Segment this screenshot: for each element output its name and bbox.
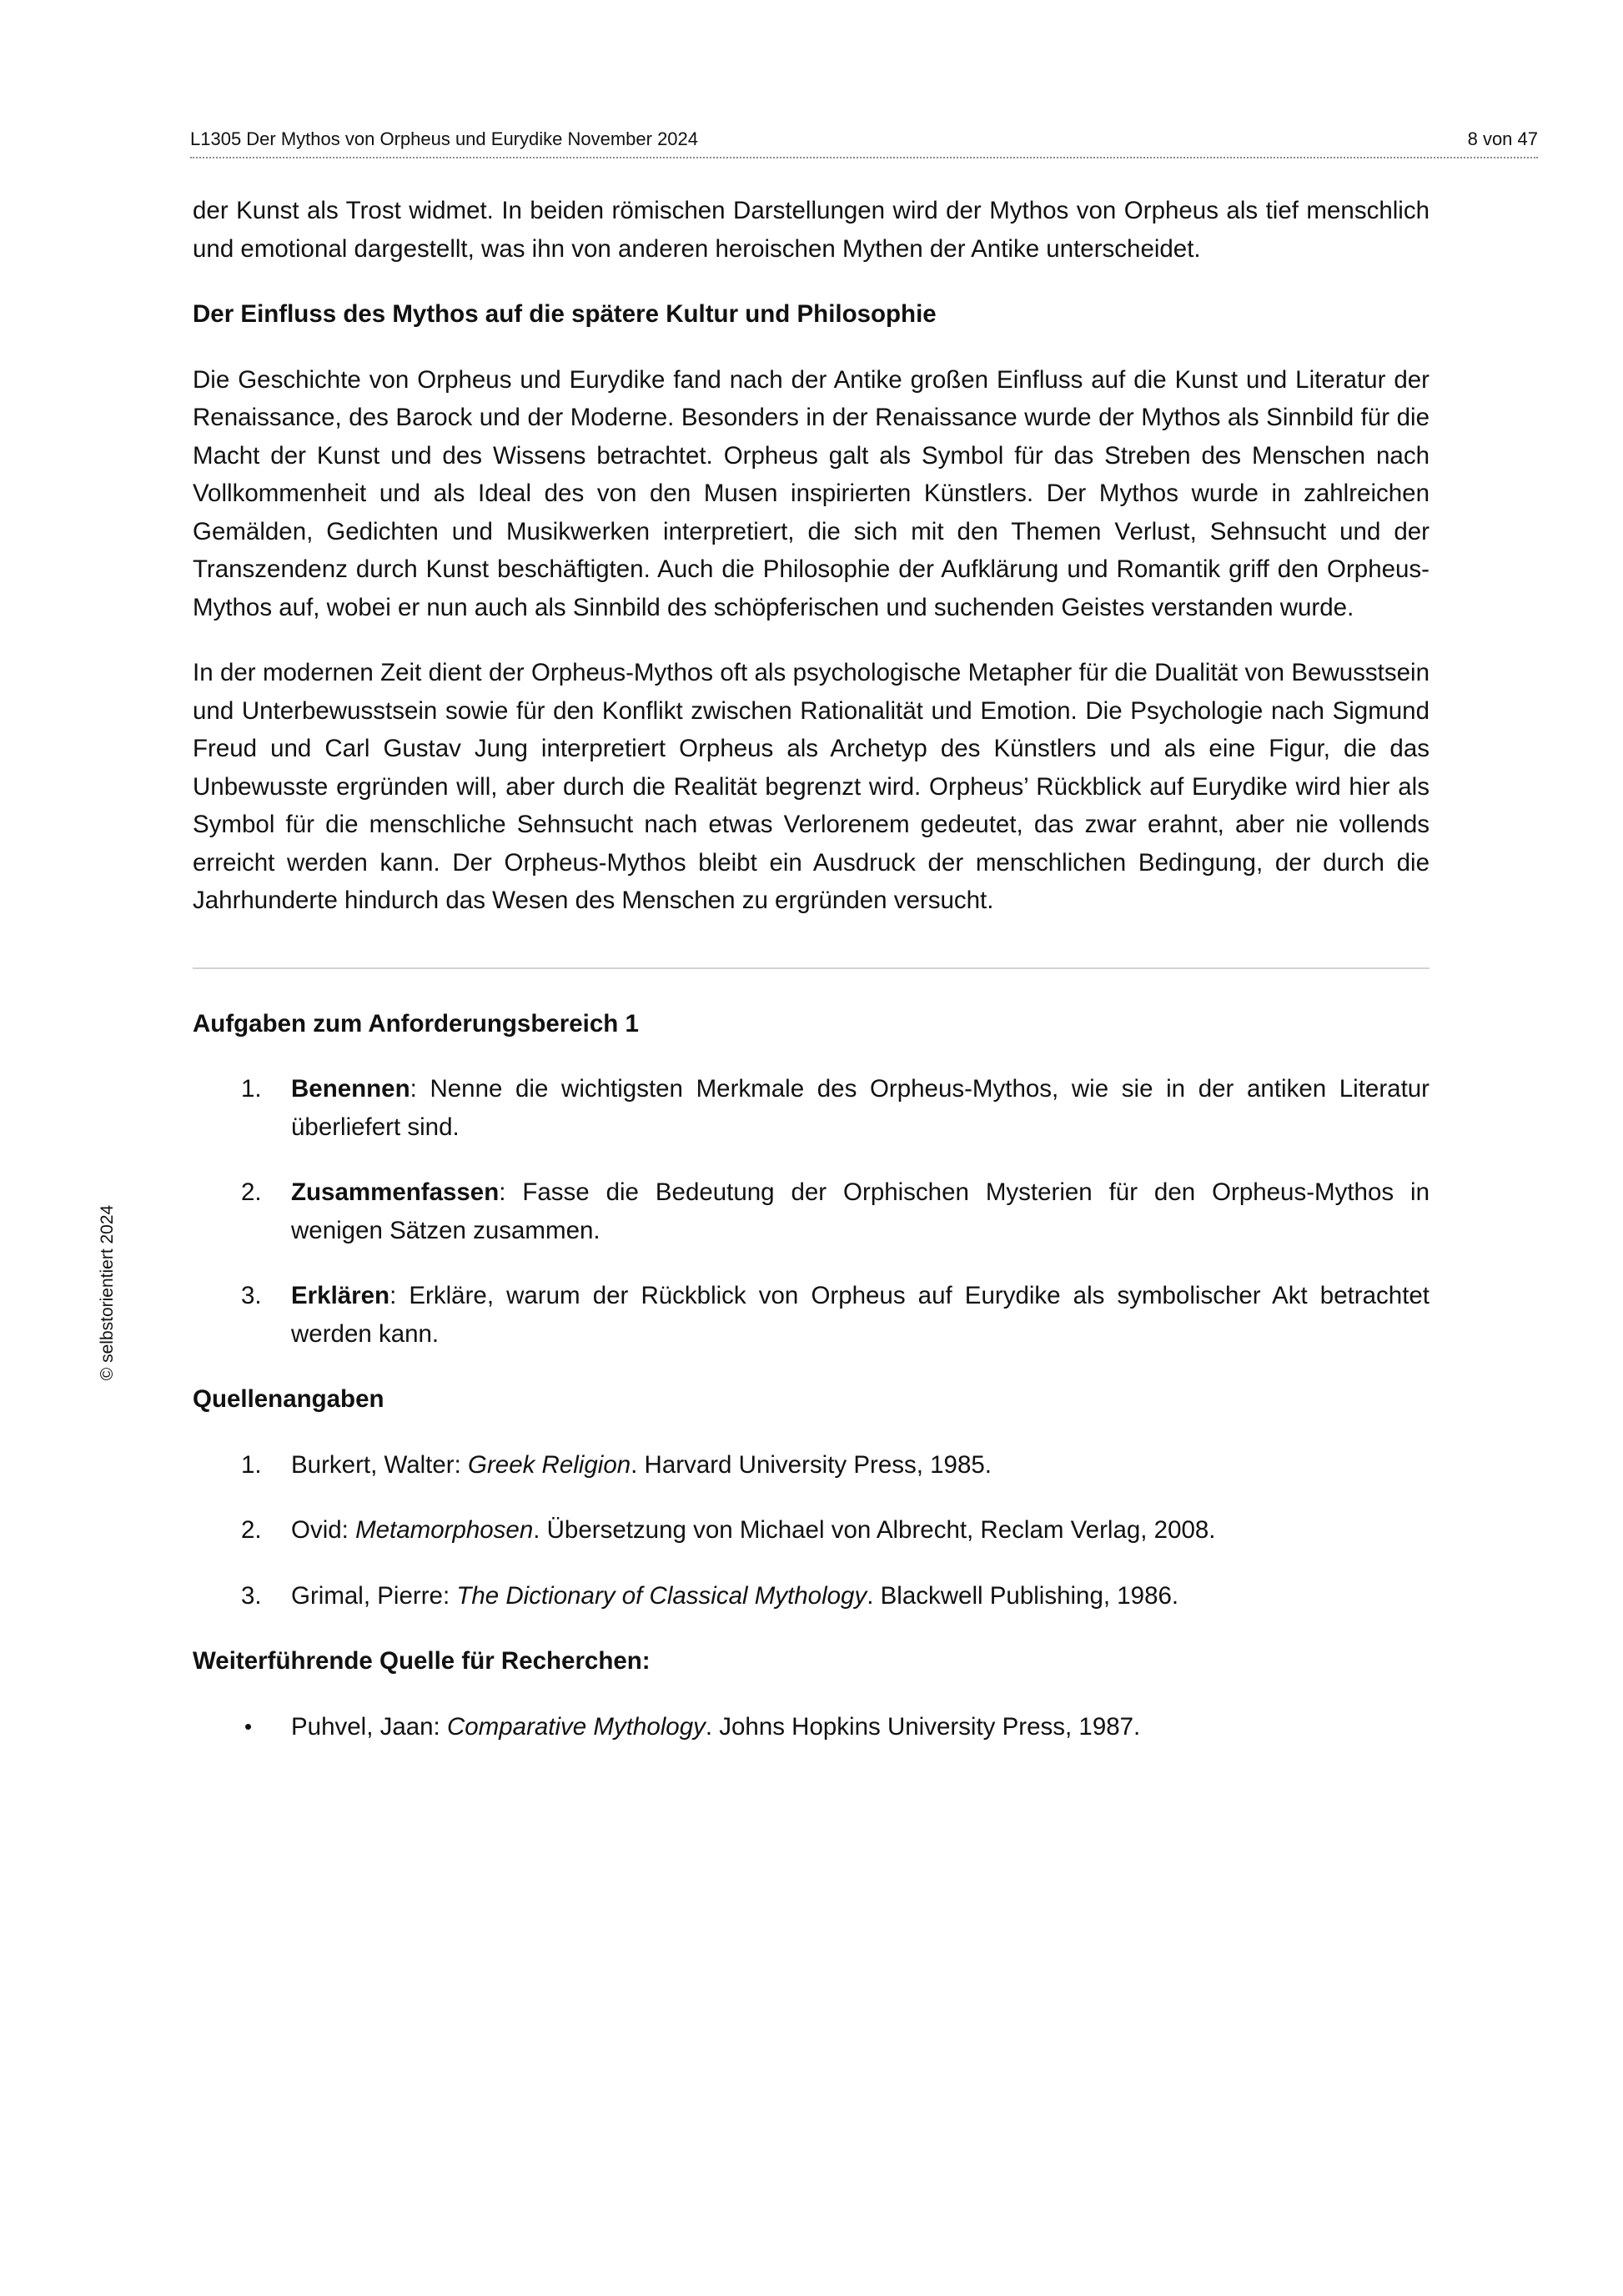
source-item xyxy=(193,1446,1430,1485)
task-text: : Fasse die Bedeutung der Orphischen Mysterien für den Orpheus-Mythos in wenigen Sätzen zusammen. xyxy=(291,1178,1430,1244)
sources-list xyxy=(193,1446,1430,1615)
task-number: 2. xyxy=(241,1178,262,1206)
page-header xyxy=(190,128,1538,158)
source-publisher: . Blackwell Publishing, 1986. xyxy=(867,1581,1179,1610)
source-author: Ovid: xyxy=(291,1516,356,1544)
section-heading: Der Einfluss des Mythos auf die spätere Kultur und Philosophie xyxy=(193,300,937,328)
task-text: : Erkläre, warum der Rückblick von Orpheus auf Eurydike als symbolischer Akt betrachtet werden kann. xyxy=(291,1282,1430,1348)
source-publisher: . Harvard University Press, 1985. xyxy=(631,1450,992,1479)
source-item xyxy=(193,1577,1430,1615)
further-reading-list xyxy=(193,1708,1430,1746)
task-term: Erklären xyxy=(291,1282,390,1309)
task-term: Benennen xyxy=(291,1075,410,1103)
task-item xyxy=(193,1277,1430,1353)
source-title: The Dictionary of Classical Mythology xyxy=(456,1581,867,1610)
source-publisher: . Johns Hopkins University Press, 1987. xyxy=(705,1712,1141,1741)
task-item xyxy=(193,1173,1430,1249)
further-reading-item xyxy=(193,1708,1430,1746)
intro-paragraph: der Kunst als Trost widmet. In beiden römischen Darstellungen wird der Mythos von Orpheus als tief menschlich und emotional dargestellt, was ihn von anderen heroischen Mythen der Antike unterscheidet. xyxy=(193,197,1430,263)
section-divider xyxy=(193,967,1430,969)
source-author: Burkert, Walter: xyxy=(291,1450,469,1479)
document-title: L1305 Der Mythos von Orpheus und Eurydike November 2024 xyxy=(190,128,699,149)
source-author: Puhvel, Jaan: xyxy=(291,1712,447,1741)
source-item xyxy=(193,1511,1430,1550)
source-publisher: . Übersetzung von Michael von Albrecht, Reclam Verlag, 2008. xyxy=(533,1516,1216,1544)
source-number: 3. xyxy=(241,1581,262,1610)
tasks-list xyxy=(193,1070,1430,1353)
bullet-icon: • xyxy=(244,1713,253,1739)
paragraph-renaissance: Die Geschichte von Orpheus und Eurydike fand nach der Antike großen Einfluss auf die Kunst und Literatur der Renaissance, des Barock und der Moderne. Besonders in der Renaissance wurde der Mythos als Sinnbild für die Macht der Kunst und des Wissens betrachtet. Orpheus galt als Symbol für das Streben des Menschen nach Vollkommenheit und als Ideal des von den Musen inspirierten Künstlers. Der Mythos wurde in zahlreichen Gemälden, Gedichten und Musikwerken interpretiert, die sich mit den Themen Verlust, Sehnsucht und der Transzendenz durch Kunst beschäftigten. Auch die Philosophie der Aufklärung und Romantik griff den Orpheus-Mythos auf, wobei er nun auch als Sinnbild des schöpferischen und suchenden Geistes verstanden wurde. xyxy=(193,365,1430,621)
task-term: Zusammenfassen xyxy=(291,1178,500,1206)
tasks-heading: Aufgaben zum Anforderungsbereich 1 xyxy=(193,1009,639,1037)
paragraph-modern: In der modernen Zeit dient der Orpheus-Mythos oft als psychologische Metapher für die Dualität von Bewusstsein und Unterbewusstsein sowie für den Konflikt zwischen Rationalität und Emotion. Die Psychologie nach Sigmund Freud und Carl Gustav Jung interpretiert Orpheus als Archetyp des Künstlers und als eine Figur, die das Unbewusste ergründen will, aber durch die Realität begrenzt wird. Orpheus’ Rückblick auf Eurydike wird hier als Symbol für die menschliche Sehnsucht nach etwas Verlorenem gedeutet, das zwar erahnt, aber nie vollends erreicht werden kann. Der Orpheus-Mythos bleibt ein Ausdruck der menschlichen Bedingung, der durch die Jahrhunderte hindurch das Wesen des Menschen zu ergründen versucht. xyxy=(193,659,1430,914)
source-title: Comparative Mythology xyxy=(446,1712,706,1741)
source-title: Greek Religion xyxy=(468,1450,631,1479)
source-number: 1. xyxy=(241,1450,262,1479)
copyright-notice: © selbstorientiert 2024 xyxy=(98,1204,117,1381)
task-number: 1. xyxy=(241,1075,262,1103)
sources-heading: Quellenangaben xyxy=(193,1385,384,1413)
task-item xyxy=(193,1070,1430,1146)
task-text: : Nenne die wichtigsten Merkmale des Orpheus-Mythos, wie sie in der antiken Literatur überliefert sind. xyxy=(291,1075,1430,1141)
task-number: 3. xyxy=(241,1282,262,1309)
source-title: Metamorphosen xyxy=(355,1516,534,1544)
page-content xyxy=(193,192,1430,1773)
page-number: 8 von 47 xyxy=(1467,128,1538,149)
source-number: 2. xyxy=(241,1516,262,1544)
source-author: Grimal, Pierre: xyxy=(291,1581,457,1610)
further-reading-heading: Weiterführende Quelle für Recherchen: xyxy=(193,1647,651,1675)
